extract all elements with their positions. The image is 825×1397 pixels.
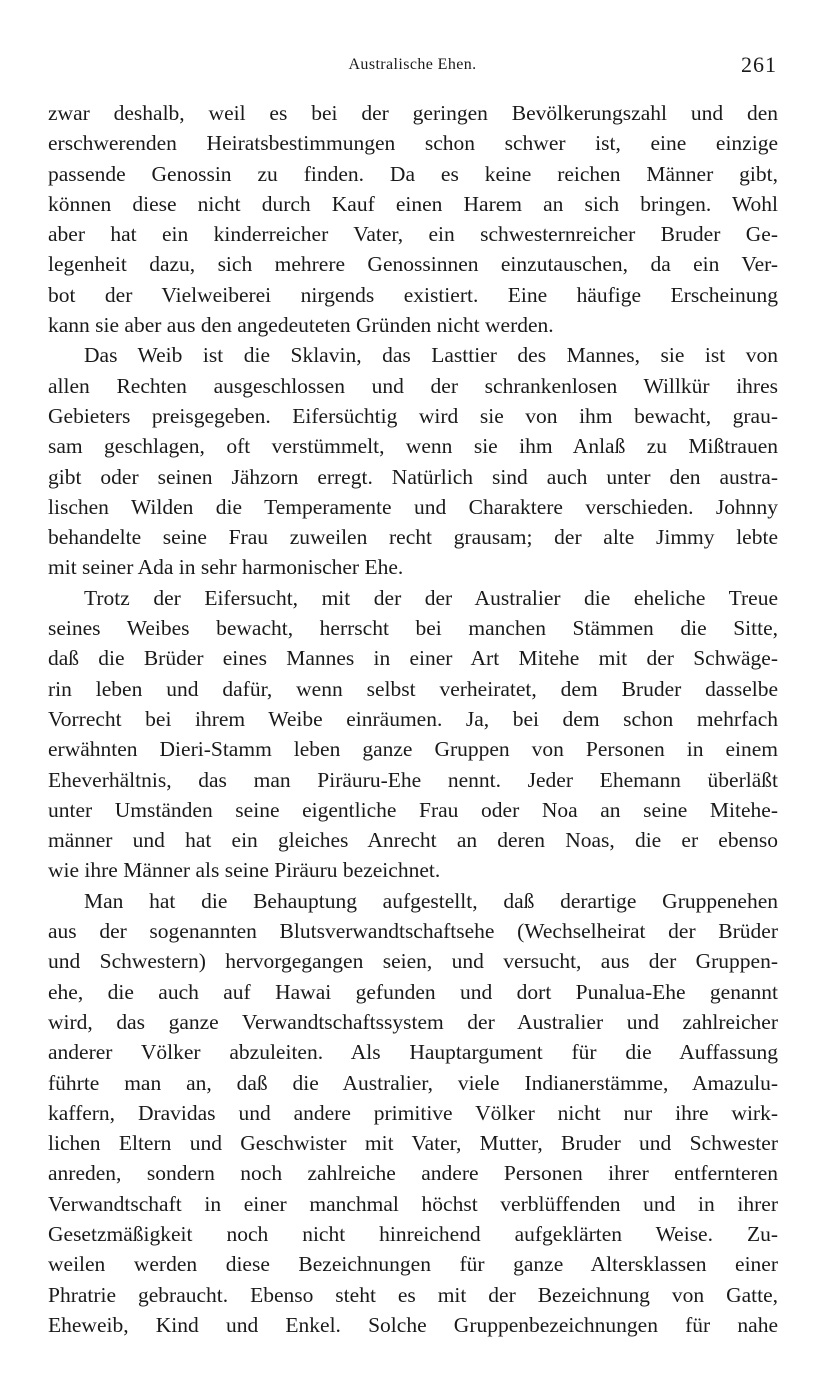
text-line: passende Genossin zu finden. Da es keine reichen Männer gibt,	[48, 161, 778, 186]
text-line: Eheweib, Kind und Enkel. Solche Gruppenbezeichnungen für nahe	[48, 1312, 778, 1337]
text-line: anderer Völker abzuleiten. Als Hauptargument für die Auffassung	[48, 1040, 778, 1065]
text-line: lichen Eltern und Geschwister mit Vater, Mutter, Bruder und Schwester	[48, 1131, 778, 1156]
text-line: Gebieters preisgegeben. Eifersüchtig wird sie von ihm bewacht, grau-	[48, 403, 778, 428]
running-title: Australische Ehen.	[348, 56, 477, 73]
text-line: Eheverhältnis, das man Piräuru-Ehe nennt. Jeder Ehemann überläßt	[48, 767, 778, 792]
running-head	[0, 52, 825, 82]
text-line: wie ihre Männer als seine Piräuru bezeichnet.	[48, 858, 441, 883]
text-line: weilen werden diese Bezeichnungen für ganze Altersklassen einer	[48, 1252, 778, 1277]
paragraph	[48, 340, 778, 582]
text-line: mit seiner Ada in sehr harmonischer Ehe.	[48, 555, 404, 580]
text-line: Trotz der Eifersucht, mit der der Australier die eheliche Treue	[84, 585, 778, 610]
text-line: Man hat die Behauptung aufgestellt, daß derartige Gruppenehen	[84, 888, 778, 913]
text-line: aus der sogenannten Blutsverwandtschaftsehe (Wechselheirat der Brüder	[48, 919, 778, 944]
paragraph	[48, 886, 778, 1340]
text-line: ehe, die auch auf Hawai gefunden und dort Punalua-Ehe genannt	[48, 979, 778, 1004]
text-line: erschwerenden Heiratsbestimmungen schon schwer ist, eine einzige	[48, 131, 778, 156]
text-line: männer und hat ein gleiches Anrecht an deren Noas, die er ebenso	[48, 828, 778, 853]
text-line: kann sie aber aus den angedeuteten Gründen nicht werden.	[48, 313, 554, 338]
text-line: Phratrie gebraucht. Ebenso steht es mit der Bezeichnung von Gatte,	[48, 1282, 778, 1307]
text-line: rin leben und dafür, wenn selbst verheiratet, dem Bruder dasselbe	[48, 676, 778, 701]
paragraph	[48, 98, 778, 340]
text-line: zwar deshalb, weil es bei der geringen Bevölkerungszahl und den	[48, 101, 778, 125]
text-line: Vorrecht bei ihrem Weibe einräumen. Ja, bei dem schon mehrfach	[48, 706, 778, 731]
text-line: Gesetzmäßigkeit noch nicht hinreichend aufgeklärten Weise. Zu-	[48, 1221, 778, 1246]
text-line: bot der Vielweiberei nirgends existiert. Eine häufige Erscheinung	[48, 282, 778, 307]
text-line: und Schwestern) hervorgegangen seien, und versucht, aus der Gruppen-	[48, 949, 778, 974]
body-text	[48, 98, 778, 1340]
page-number: 261	[741, 52, 777, 77]
text-line: unter Umständen seine eigentliche Frau oder Noa an seine Mitehe-	[48, 797, 778, 822]
text-line: aber hat ein kinderreicher Vater, ein schwesternreicher Bruder Ge-	[48, 222, 778, 247]
text-line: seines Weibes bewacht, herrscht bei manchen Stämmen die Sitte,	[48, 616, 778, 641]
text-line: können diese nicht durch Kauf einen Harem an sich bringen. Wohl	[48, 191, 778, 216]
text-line: Das Weib ist die Sklavin, das Lasttier des Mannes, sie ist von	[84, 343, 778, 368]
text-line: Verwandtschaft in einer manchmal höchst verblüffenden und in ihrer	[48, 1191, 778, 1216]
text-line: anreden, sondern noch zahlreiche andere Personen ihrer entfernteren	[48, 1161, 778, 1186]
text-line: erwähnten Dieri-Stamm leben ganze Gruppen von Personen in einem	[48, 737, 778, 762]
text-line: behandelte seine Frau zuweilen recht grausam; der alte Jimmy lebte	[48, 525, 778, 550]
text-line: gibt oder seinen Jähzorn erregt. Natürlich sind auch unter den austra-	[48, 464, 778, 489]
text-line: führte man an, daß die Australier, viele Indianerstämme, Amazulu-	[48, 1070, 778, 1095]
paragraph	[48, 583, 778, 886]
text-line: kaffern, Dravidas und andere primitive Völker nicht nur ihre wirk-	[48, 1100, 778, 1125]
text-line: wird, das ganze Verwandtschaftssystem der Australier und zahlreicher	[48, 1009, 778, 1034]
text-line: allen Rechten ausgeschlossen und der schrankenlosen Willkür ihres	[48, 373, 778, 398]
text-line: daß die Brüder eines Mannes in einer Art Mitehe mit der Schwäge-	[48, 646, 778, 671]
text-line: lischen Wilden die Temperamente und Charaktere verschieden. Johnny	[48, 494, 778, 519]
text-line: legenheit dazu, sich mehrere Genossinnen einzutauschen, da ein Ver-	[48, 252, 778, 277]
text-line: sam geschlagen, oft verstümmelt, wenn sie ihm Anlaß zu Mißtrauen	[48, 434, 778, 459]
